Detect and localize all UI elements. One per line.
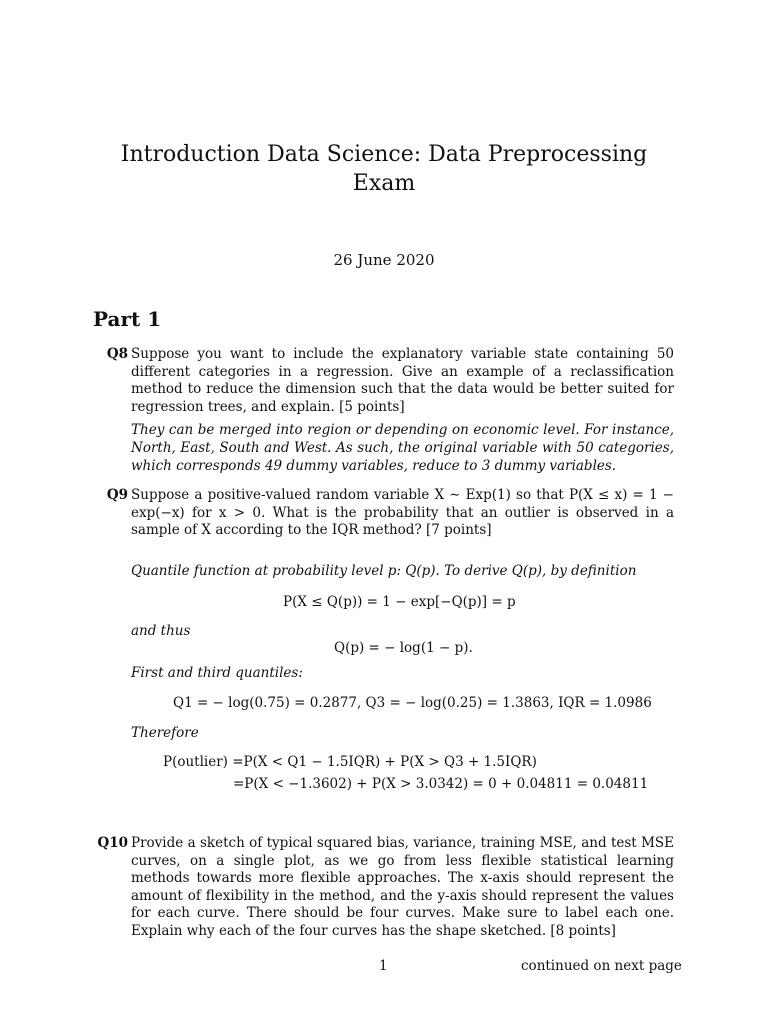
equation: P(outlier) =P(X < Q1 − 1.5IQR) + P(X > Q3 + 1.5IQR) bbox=[163, 754, 537, 770]
answer-line: Therefore bbox=[131, 725, 199, 741]
page-number: 1 bbox=[379, 958, 388, 974]
title-line-2: Exam bbox=[352, 171, 416, 196]
answer-text: They can be merged into region or depending on economic level. For instance, North, East, South and West. As such, the original variable with 50 categories, which corresponds 49 dummy variables, reduce to 3 dummy variables. bbox=[131, 422, 674, 474]
question-q8 bbox=[92, 346, 674, 475]
answer-line: First and third quantiles: bbox=[131, 665, 303, 681]
question-text: Suppose you want to include the explanatory variable state containing 50 different categories in a regression. Give an example of a reclassification method to reduce the dimension such that the data would be better suited for regression trees, and explain. [5 points] bbox=[131, 346, 674, 415]
equation: P(X ≤ Q(p)) = 1 − exp[−Q(p)] = p bbox=[283, 594, 516, 610]
title-line-1: Introduction Data Science: Data Preprocessing bbox=[120, 142, 648, 167]
equation: =P(X < −1.3602) + P(X > 3.0342) = 0 + 0.04811 = 0.04811 bbox=[233, 776, 649, 792]
question-text: Provide a sketch of typical squared bias, variance, training MSE, and test MSE curves, on a single plot, as we go from less flexible statistical learning methods towards more flexible approaches. The x-axis should represent the amount of flexibility in the method, and the y-axis should represent the values for each curve. There should be four curves. Make sure to label each one. Explain why each of the four curves has the shape sketched. [8 points] bbox=[131, 835, 674, 939]
question-label: Q10 bbox=[97, 835, 128, 851]
exam-date: 26 June 2020 bbox=[333, 251, 435, 269]
answer-line: Quantile function at probability level p: Q(p). To derive Q(p), by definition bbox=[131, 563, 637, 579]
continued-note: continued on next page bbox=[521, 958, 682, 974]
question-q9 bbox=[92, 487, 674, 540]
answer-line: and thus bbox=[131, 623, 191, 639]
question-text: Suppose a positive-valued random variable X ∼ Exp(1) so that P(X ≤ x) = 1 − exp(−x) for x > 0. What is the probability that an outlier is observed in a sample of X according to the IQR method? [7 points] bbox=[131, 487, 674, 539]
equation: Q1 = − log(0.75) = 0.2877, Q3 = − log(0.25) = 1.3863, IQR = 1.0986 bbox=[173, 695, 652, 711]
question-q10 bbox=[92, 835, 674, 941]
part-heading: Part 1 bbox=[93, 307, 162, 331]
question-label: Q8 bbox=[106, 346, 128, 362]
page-title bbox=[0, 140, 768, 198]
equation: Q(p) = − log(1 − p). bbox=[334, 640, 473, 656]
question-label: Q9 bbox=[106, 487, 128, 503]
